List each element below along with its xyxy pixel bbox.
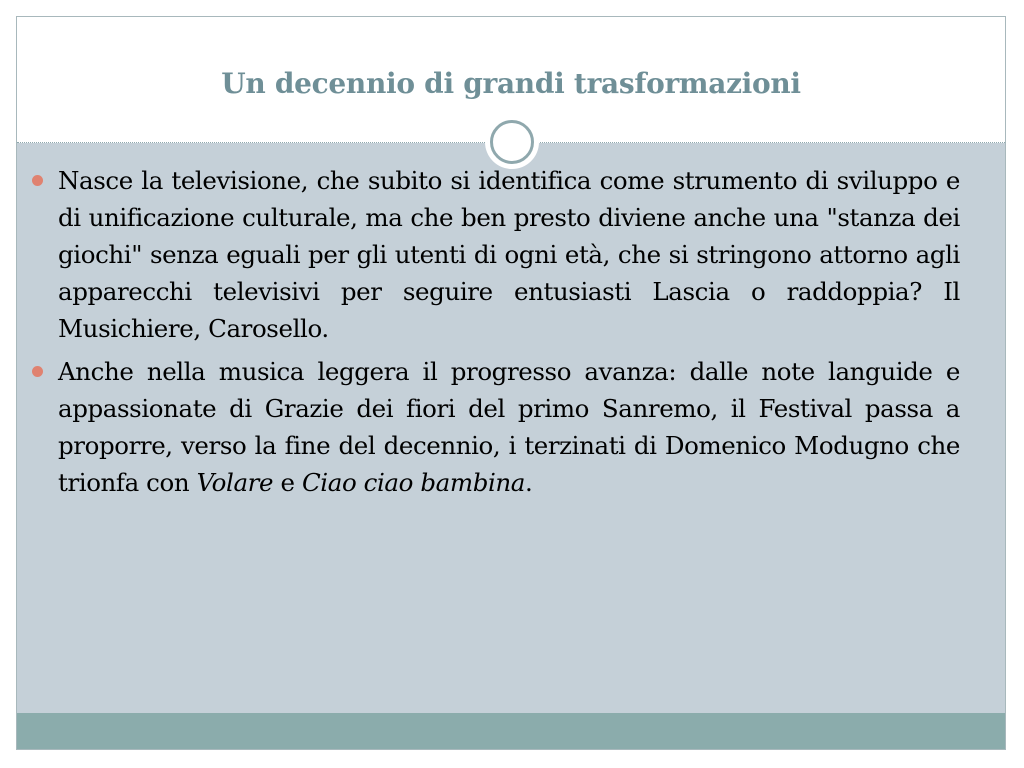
bullet-list <box>58 162 960 507</box>
bullet-connector: e <box>273 468 302 497</box>
footer-band <box>17 713 1005 749</box>
song-title-ciao-ciao-bambina: Ciao ciao bambina <box>301 468 526 497</box>
ring-icon <box>490 120 534 164</box>
bullet-dot-icon <box>32 366 43 377</box>
bullet-item-television <box>58 162 960 347</box>
circle-ornament-icon <box>485 115 539 169</box>
bullet-end: . <box>525 468 533 497</box>
song-title-volare: Volare <box>196 468 274 497</box>
bullet-text: Nasce la televisione, che subito si identifica come strumento di sviluppo e di unificazione culturale, ma che ben presto diviene anche una "stanza dei giochi" senza eguali per gli utenti di ogni età, che si stringono attorno agli apparecchi televisivi per seguire entusiasti Lascia o raddoppia? Il Musichiere, Carosello. <box>58 166 960 343</box>
bullet-text: Anche nella musica leggera il progresso avanza: dalle note languide e appassionate di Grazie dei fiori del primo Sanremo, il Festival passa a proporre, verso la fine del decennio, i terzinati di Domenico Modugno che trionfa con <box>58 357 960 497</box>
slide-title: Un decennio di grandi trasformazioni <box>221 67 801 100</box>
bullet-dot-icon <box>32 175 43 186</box>
bullet-item-music <box>58 353 960 501</box>
